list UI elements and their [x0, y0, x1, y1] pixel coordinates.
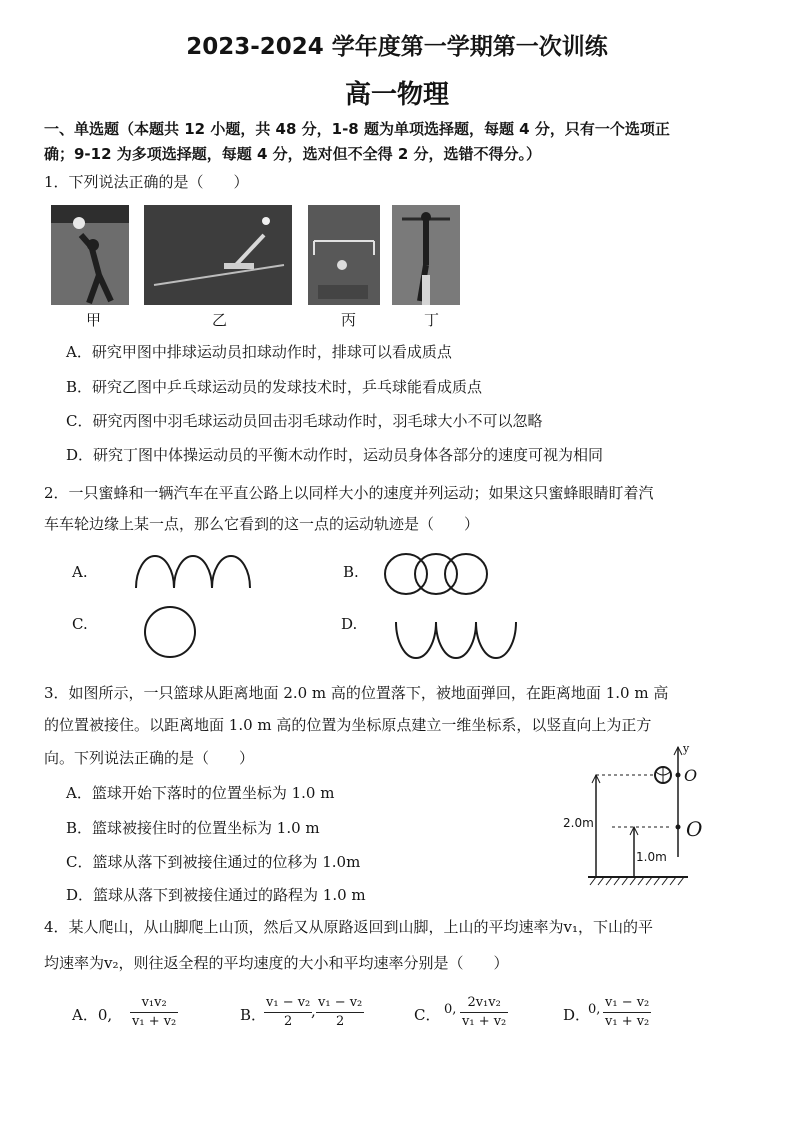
q4-option-a-prefix: A．0,: [72, 1006, 113, 1024]
fraction-denominator: 2: [336, 1014, 345, 1029]
caption-ding: 丁: [424, 311, 440, 329]
origin-label-bottom: O: [686, 817, 703, 841]
q3-stem-line2: 的位置被接住。以距离地面 1.0 m 高的位置为坐标原点建立一维坐标系，以竖直向上为正方: [44, 716, 652, 734]
q2-label-c: C.: [72, 615, 88, 633]
table-tennis-image: [144, 205, 292, 305]
height-label-2m: 2.0m: [563, 816, 594, 830]
q4-stem-line1: 4．某人爬山，从山脚爬上山顶，然后又从原路返回到山脚，上山的平均速率为v₁，下山的平: [44, 918, 654, 936]
q1-option-a: A．研究甲图中排球运动员扣球动作时，排球可以看成质点: [66, 343, 452, 361]
q4-option-d-zero: 0,: [588, 1002, 601, 1017]
photo-balance-beam: [392, 205, 460, 305]
q2-label-b: B.: [343, 563, 359, 581]
q4-stem-line2: 均速率为v₂，则往返全程的平均速度的大小和平均速率分别是（ ）: [44, 954, 509, 972]
q4-option-b-prefix: B．: [240, 1006, 267, 1024]
q2-stem-line1: 2．一只蜜蜂和一辆汽车在平直公路上以同样大小的速度并列运动；如果这只蜜蜂眼睛盯着汽: [44, 484, 654, 502]
q4-option-b-fraction-1: [264, 994, 312, 1031]
q4-option-b-fraction-2: [316, 994, 364, 1031]
q1-option-c: C．研究丙图中羽毛球运动员回击羽毛球动作时，羽毛球大小不可以忽略: [66, 412, 543, 430]
fraction-numerator: v₁ − v₂: [316, 994, 364, 1013]
axis-y-label: y: [683, 742, 690, 755]
badminton-image: [308, 205, 380, 305]
fraction-numerator: v₁ − v₂: [603, 994, 651, 1013]
q4-option-c-fraction: [460, 994, 508, 1031]
q1-option-b: B．研究乙图中乒乓球运动员的发球技术时，乒乓球能看成质点: [66, 378, 483, 396]
q3-stem-line3: 向。下列说法正确的是（ ）: [44, 749, 255, 767]
q4-option-d-prefix: D．: [563, 1006, 591, 1024]
q3-option-c: C．篮球从落下到被接住通过的位移为 1.0m: [66, 853, 361, 871]
fraction-numerator: v₁ − v₂: [264, 994, 312, 1013]
height-label-1m: 1.0m: [636, 850, 667, 864]
q2-label-a: A.: [72, 563, 88, 581]
q1-stem: 1．下列说法正确的是（ ）: [44, 173, 249, 191]
photo-table-tennis: [144, 205, 292, 305]
fraction-denominator: v₁ + v₂: [605, 1014, 650, 1029]
balance-beam-image: [392, 205, 460, 305]
q4-option-d-fraction: [603, 994, 651, 1031]
q4-option-a-fraction: [130, 994, 178, 1031]
exam-title: 2023-2024 学年度第一学期第一次训练: [186, 34, 608, 60]
trajectory-c-circle: [142, 604, 198, 660]
q3-stem-line1: 3．如图所示，一只篮球从距离地面 2.0 m 高的位置落下，被地面弹回，在距离地面 1.0 m 高: [44, 684, 669, 702]
section-heading-line1: 一、单选题（本题共 12 小题，共 48 分，1-8 题为单项选择题，每题 4 分，只有一个选项正: [44, 120, 670, 138]
fraction-numerator: 2v₁v₂: [460, 994, 508, 1013]
fraction-denominator: v₁ + v₂: [462, 1014, 507, 1029]
fraction-denominator: v₁ + v₂: [132, 1014, 177, 1029]
q4-option-c-zero: 0,: [444, 1002, 457, 1017]
subject-title: 高一物理: [344, 80, 449, 110]
section-heading-line2: 确；9-12 为多项选择题，每题 4 分，选对但不全得 2 分，选错不得分。）: [44, 145, 542, 163]
fraction-numerator: v₁v₂: [130, 994, 178, 1013]
q4-option-c-prefix: C．: [414, 1006, 441, 1024]
trajectory-d-cycloid: [390, 618, 520, 662]
caption-bing: 丙: [341, 311, 357, 329]
q2-stem-line2: 车车轮边缘上某一点，那么它看到的这一点的运动轨迹是（ ）: [44, 515, 480, 533]
fraction-denominator: 2: [284, 1014, 293, 1029]
q1-option-d: D．研究丁图中体操运动员的平衡木动作时，运动员身体各部分的速度可视为相同: [66, 446, 604, 464]
trajectory-b-loops: [380, 550, 496, 598]
q3-option-b: B．篮球被接住时的位置坐标为 1.0 m: [66, 819, 320, 837]
trajectory-a-arches: [132, 548, 258, 590]
q3-option-d: D．篮球从落下到被接住通过的路程为 1.0 m: [66, 886, 366, 904]
volleyball-player-image: [51, 205, 129, 305]
q3-option-a: A．篮球开始下落时的位置坐标为 1.0 m: [66, 784, 335, 802]
caption-jia: 甲: [86, 311, 102, 329]
comma: ,: [311, 1002, 316, 1020]
q2-label-d: D.: [341, 615, 358, 633]
photo-badminton: [308, 205, 380, 305]
caption-yi: 乙: [212, 311, 228, 329]
photo-volleyball: [51, 205, 129, 305]
origin-label-top: O: [684, 766, 698, 785]
